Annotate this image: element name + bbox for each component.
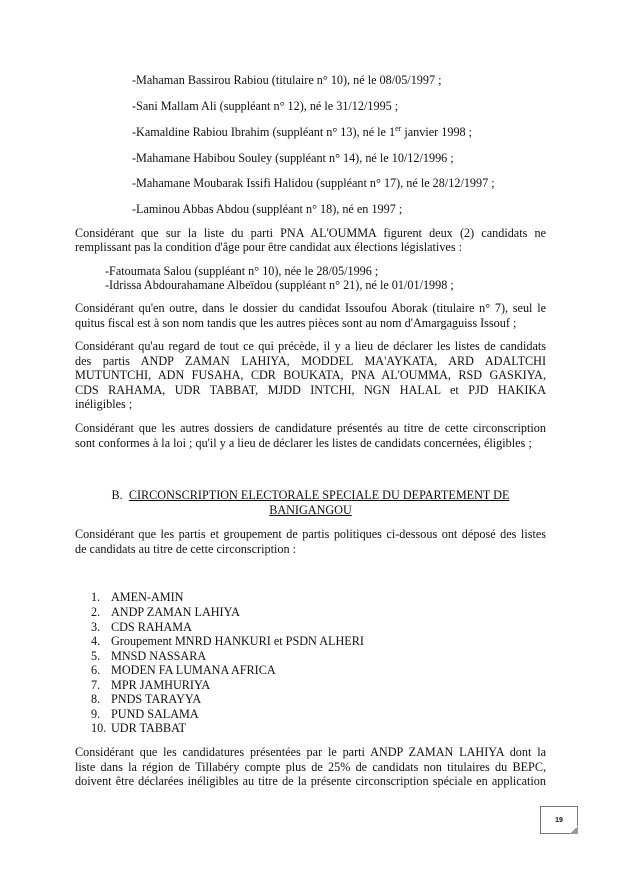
paragraph-line: remplissant pas la condition d'âge pour être candidat aux élections législatives : bbox=[75, 240, 463, 254]
paragraph-line: CDS RAHAMA, UDR TABBAT, MJDD INTCHI, NGN HALAL et PJD HAKIKA bbox=[75, 383, 546, 397]
paragraph-line: des partis ANDP ZAMAN LAHIYA, MODDEL MA'AYKATA, ARD ADALTCHI bbox=[75, 354, 546, 368]
list-item bbox=[91, 590, 183, 605]
list-number: 2. bbox=[91, 605, 101, 619]
paragraph-line: Considérant qu'au regard de tout ce qui précède, il y a lieu de déclarer les listes de candidats bbox=[75, 339, 546, 353]
party-name: AMEN-AMIN bbox=[111, 590, 184, 604]
party-name: ANDP ZAMAN LAHIYA bbox=[111, 605, 240, 619]
party-name: MODEN FA LUMANA AFRICA bbox=[111, 663, 276, 677]
paragraph-line: inéligibles ; bbox=[75, 397, 133, 411]
candidate-line: -Fatoumata Salou (suppléant n° 10), née le 28/05/1996 ; bbox=[105, 264, 379, 278]
list-number: 5. bbox=[91, 649, 101, 663]
list-number: 9. bbox=[91, 707, 101, 721]
candidate-line bbox=[132, 125, 472, 140]
candidate-line: -Mahaman Bassirou Rabiou (titulaire n° 10), né le 08/05/1997 ; bbox=[132, 73, 442, 87]
list-number: 4. bbox=[91, 634, 101, 648]
list-number: 6. bbox=[91, 663, 101, 677]
party-name: Groupement MNRD HANKURI et PSDN ALHERI bbox=[111, 634, 364, 648]
candidate-line: -Laminou Abbas Abdou (suppléant n° 18), né en 1997 ; bbox=[132, 202, 403, 216]
candidate-line: -Idrissa Abdourahamane Albeïdou (suppléant n° 21), né le 01/01/1998 ; bbox=[105, 278, 454, 292]
party-name: PNDS TARAYYA bbox=[111, 692, 202, 706]
party-name: MNSD NASSARA bbox=[111, 649, 207, 663]
paragraph-line: Considérant que les autres dossiers de candidature présentés au titre de cette circonscription bbox=[75, 421, 546, 435]
list-item bbox=[91, 678, 210, 693]
paragraph-line: MUTUNTCHI, ADN FUSAHA, CDR BOUKATA, PNA AL'OUMMA, RSD GASKIYA, bbox=[75, 368, 546, 382]
list-item bbox=[91, 634, 364, 649]
section-title: BANIGANGOU bbox=[269, 503, 352, 517]
candidate-line: -Sani Mallam Ali (suppléant n° 12), né le 31/12/1995 ; bbox=[132, 99, 399, 113]
list-item bbox=[91, 620, 192, 635]
list-item bbox=[91, 721, 186, 736]
list-number: 1. bbox=[91, 590, 101, 604]
list-item bbox=[91, 605, 240, 620]
section-title: CIRCONSCRIPTION ELECTORALE SPECIALE DU DEPARTEMENT DE bbox=[128, 488, 510, 502]
list-item bbox=[91, 649, 206, 664]
list-item bbox=[91, 707, 199, 722]
candidate-text: -Kamaldine Rabiou Ibrahim (suppléant n° 13), né le 1 bbox=[132, 125, 396, 139]
section-heading bbox=[75, 488, 546, 503]
page-number: 19 bbox=[540, 806, 578, 834]
paragraph-line: de candidats au titre de cette circonscription : bbox=[75, 542, 296, 556]
section-letter: B. bbox=[111, 488, 123, 502]
paragraph-line: quitus fiscal est à son nom tandis que les autres pièces sont au nom d'Amargaguiss Issouf ; bbox=[75, 316, 517, 330]
paragraph-line: Considérant que sur la liste du parti PNA AL'OUMMA figurent deux (2) candidats ne bbox=[75, 226, 546, 240]
candidate-text-rest: janvier 1998 ; bbox=[401, 125, 473, 139]
party-name: UDR TABBAT bbox=[111, 721, 186, 735]
candidate-line: -Mahamane Habibou Souley (suppléant n° 14), né le 10/12/1996 ; bbox=[132, 151, 454, 165]
paragraph-line: Considérant qu'en outre, dans le dossier du candidat Issoufou Aborak (titulaire n° 7), seul le bbox=[75, 301, 546, 315]
list-number: 10. bbox=[91, 721, 107, 735]
party-name: MPR JAMHURIYA bbox=[111, 678, 211, 692]
list-number: 3. bbox=[91, 620, 101, 634]
section-heading-line2 bbox=[75, 503, 546, 518]
ordinal-superscript: er bbox=[395, 123, 402, 133]
paragraph-line: Considérant que les candidatures présentées par le parti ANDP ZAMAN LAHIYA dont la bbox=[75, 745, 546, 759]
party-name: PUND SALAMA bbox=[111, 707, 199, 721]
candidate-line: -Mahamane Moubarak Issifi Halidou (suppléant n° 17), né le 28/12/1997 ; bbox=[132, 176, 495, 190]
list-number: 8. bbox=[91, 692, 101, 706]
paragraph-line: doivent être déclarées inéligibles au titre de la présente circonscription spéciale en application bbox=[75, 774, 546, 788]
list-item bbox=[91, 663, 276, 678]
list-number: 7. bbox=[91, 678, 101, 692]
paragraph-line: sont conformes à la loi ; qu'il y a lieu de déclarer les listes de candidats concernées, éligibles ; bbox=[75, 436, 532, 450]
paragraph-line: Considérant que les partis et groupement de partis politiques ci-dessous ont déposé des listes bbox=[75, 527, 546, 541]
paragraph-line: liste dans la région de Tillabéry compte plus de 25% de candidats non titulaires du BEPC, bbox=[75, 760, 546, 774]
party-name: CDS RAHAMA bbox=[111, 620, 192, 634]
list-item bbox=[91, 692, 201, 707]
